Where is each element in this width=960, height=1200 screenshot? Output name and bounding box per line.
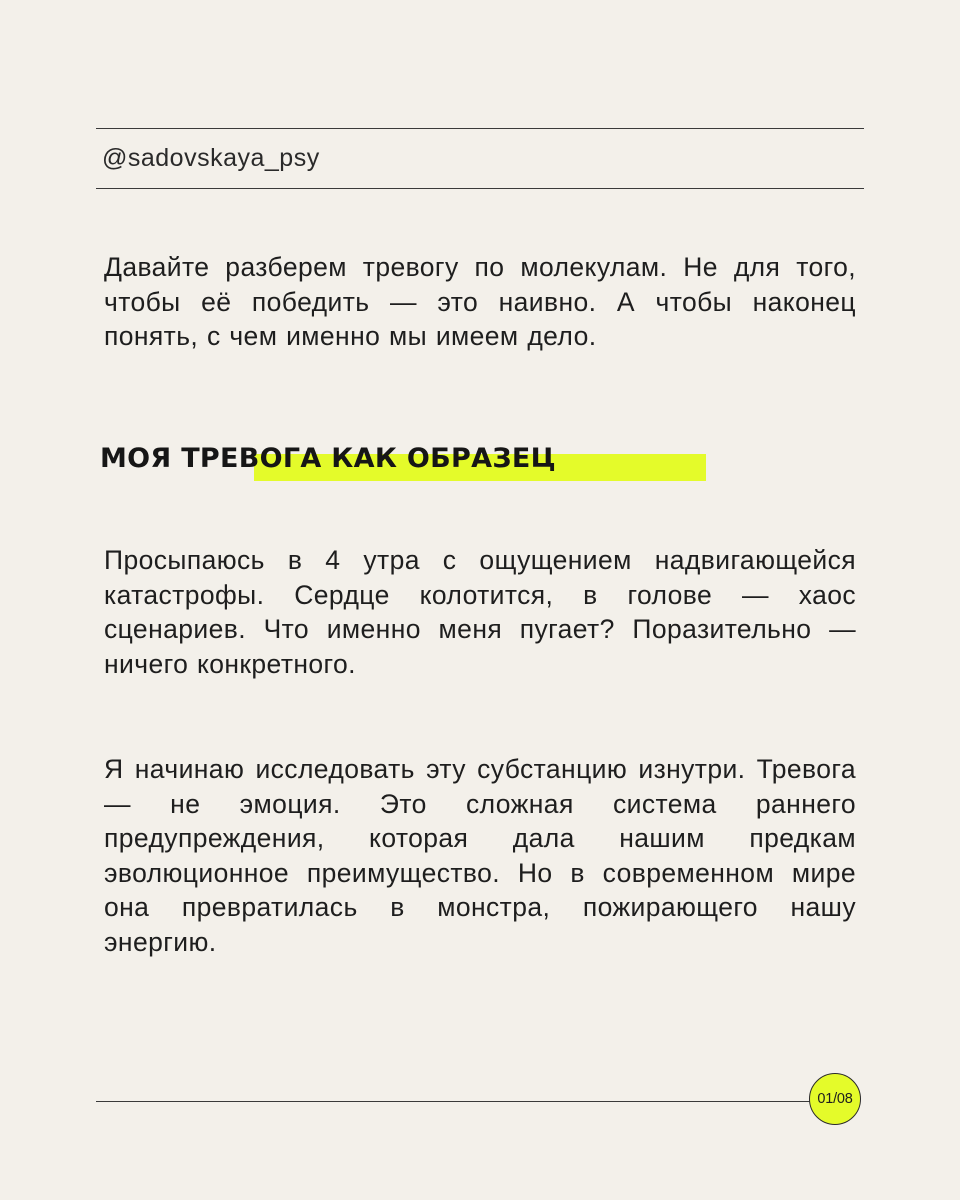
bottom-divider bbox=[96, 1101, 810, 1102]
body-paragraph-2: Я начинаю исследовать эту субстанцию изнутри. Тревога — не эмоция. Это сложная система раннего предупреждения, которая дала нашим предкам эволюционное преимущество. Но в современном мире она превратилась в монстра, пожирающего нашу энергию. bbox=[104, 754, 856, 957]
page-indicator-text: 01/08 bbox=[817, 1091, 853, 1107]
handle-divider bbox=[96, 188, 864, 189]
top-divider bbox=[96, 128, 864, 129]
page-indicator-badge bbox=[809, 1073, 861, 1125]
intro-paragraph: Давайте разберем тревогу по молекулам. Не для того, чтобы её победить — это наивно. А чтобы наконец понять, с чем именно мы имеем дело. bbox=[104, 252, 856, 351]
section-heading: МОЯ ТРЕВОГА КАК ОБРАЗЕЦ bbox=[100, 443, 556, 474]
section-heading-block bbox=[100, 432, 720, 492]
body-paragraph-1: Просыпаюсь в 4 утра с ощущением надвигающейся катастрофы. Сердце колотится, в голове — хаос сценариев. Что именно меня пугает? Поразительно — ничего конкретного. bbox=[104, 545, 856, 679]
author-handle: @sadovskaya_psy bbox=[102, 144, 320, 172]
